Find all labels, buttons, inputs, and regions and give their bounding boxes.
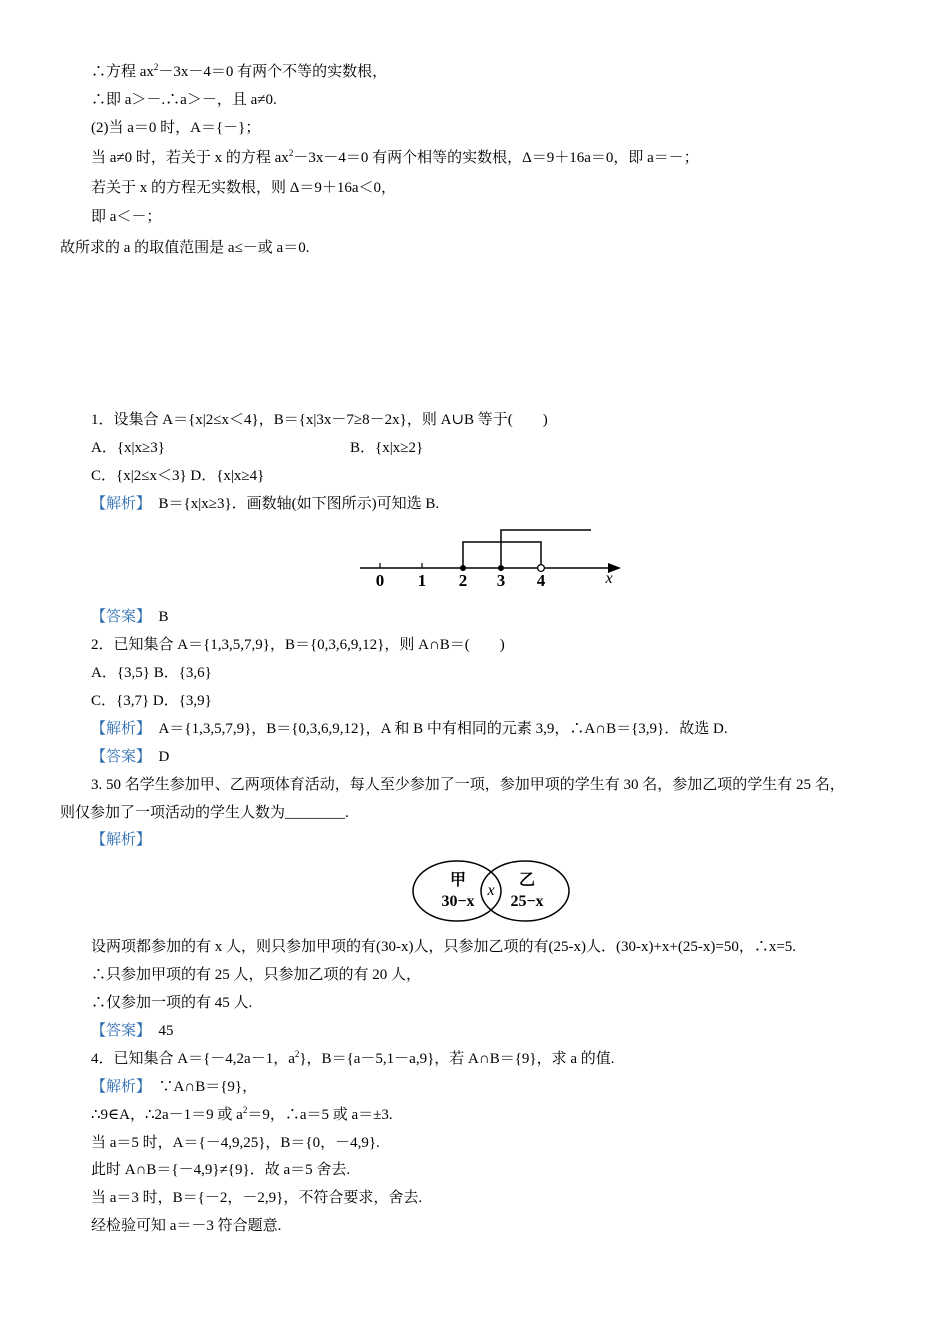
- q3-solution-3: ∴仅参加一项的有 45 人.: [91, 995, 253, 1011]
- set-a-bracket: [463, 542, 541, 568]
- q1-analysis: 【解析】 B＝{x|x≥3}．画数轴(如下图所示)可知选 B.: [91, 496, 440, 512]
- q4-line-2: ∴9∈A，∴2a－1＝9 或 $a^2=9$，∴a＝5 或 a＝±3.: [91, 1105, 393, 1123]
- number-line-figure: [355, 522, 625, 590]
- q4-line-5: 当 a＝3 时，B＝{－2，－2,9}，不符合要求，舍去.: [91, 1190, 423, 1206]
- answer-label: 【答案】: [91, 609, 144, 625]
- q4-stem: 4．已知集合 A＝{－4,2a－1，$a^2$}，B＝{a－5,1－a,9}，若 A∩B＝{9}，求 a 的值.: [91, 1049, 615, 1067]
- intro-line-6: 即 a＜－；: [91, 209, 162, 225]
- intro-line-5: 若关于 x 的方程无实数根，则 Δ＝9＋16a＜0，: [91, 180, 397, 196]
- q1-options-cd: C．{x|2≤x＜3} D．{x|x≥4}: [91, 468, 265, 484]
- venn-right-value: 25−x: [510, 893, 544, 910]
- analysis-label: 【解析】: [91, 496, 144, 512]
- q4-line-3: 当 a＝5 时，A＝{－4,9,25}，B＝{0，－4,9}.: [91, 1135, 380, 1151]
- answer-label: 【答案】: [91, 1023, 144, 1039]
- q4-analysis: 【解析】 ∵A∩B＝{9}，: [91, 1079, 258, 1095]
- q1-option-a: A．{x|x≥3}: [91, 440, 165, 456]
- q3-stem-line-1: 3. 50 名学生参加甲、乙两项体育活动，每人至少参加了一项，参加甲项的学生有 30 名，参加乙项的学生有 25 名，: [91, 777, 845, 793]
- q2-stem: 2．已知集合 A＝{1,3,5,7,9}，B＝{0,3,6,9,12}，则 A∩B＝( ): [91, 637, 505, 653]
- intro-line-1: ∴方程 $ax^2-3x-4=0$ 有两个不等的实数根，: [91, 62, 388, 80]
- intro-line-4: 当 a≠0 时，若关于 x 的方程 $ax^2-3x-4=0$ 有两个相等的实数根，Δ＝9＋16a＝0，即 a＝－；: [91, 148, 699, 166]
- analysis-label: 【解析】: [91, 1079, 144, 1095]
- q3-answer: 【答案】 45: [91, 1023, 174, 1039]
- tick-label-2: 2: [458, 571, 468, 590]
- q3-solution-1: 设两项都参加的有 x 人，则只参加甲项的有(30-x)人，只参加乙项的有(25-x)人．(30-x)+x+(25-x)=50，∴x=5.: [91, 939, 797, 955]
- set-b-bracket: [501, 530, 591, 568]
- q4-line-6: 经检验可知 a＝－3 符合题意.: [91, 1218, 282, 1234]
- q1-stem: 1．设集合 A＝{x|2≤x＜4}，B＝{x|3x－7≥8－2x}，则 A∪B 等于( ): [91, 412, 548, 428]
- q2-options-cd: C．{3,7} D．{3,9}: [91, 693, 212, 709]
- q2-analysis: 【解析】 A＝{1,3,5,7,9}，B＝{0,3,6,9,12}，A 和 B 中有相同的元素 3,9，∴A∩B＝{3,9}．故选 D.: [91, 721, 728, 737]
- tick-label-3: 3: [496, 571, 506, 590]
- analysis-label: 【解析】: [91, 721, 144, 737]
- venn-left-value: 30−x: [441, 893, 475, 910]
- q2-answer: 【答案】 D: [91, 749, 170, 765]
- q2-options-ab: A．{3,5} B．{3,6}: [91, 665, 212, 681]
- q1-option-b: B．{x|x≥2}: [350, 440, 424, 456]
- tick-label-0: 0: [375, 571, 385, 590]
- q3-solution-2: ∴只参加甲项的有 25 人，只参加乙项的有 20 人，: [91, 967, 422, 983]
- intro-line-3: (2)当 a＝0 时，A＝{－}；: [91, 120, 261, 136]
- answer-label: 【答案】: [91, 749, 144, 765]
- analysis-label: 【解析】: [91, 832, 152, 848]
- venn-right-name: 乙: [518, 872, 536, 889]
- venn-diagram: [408, 857, 576, 925]
- q3-analysis-label: [91, 830, 151, 850]
- venn-left-name: 甲: [449, 872, 467, 889]
- axis-variable: x: [605, 570, 613, 587]
- q1-answer: 【答案】 B: [91, 609, 169, 625]
- venn-intersection: x: [487, 882, 495, 899]
- tick-label-4: 4: [536, 571, 546, 590]
- intro-line-2: ∴即 a＞－.∴a＞－，且 a≠0.: [91, 92, 277, 108]
- q4-line-4: 此时 A∩B＝{－4,9}≠{9}．故 a＝5 舍去.: [91, 1162, 351, 1178]
- q3-stem-line-2: 则仅参加了一项活动的学生人数为________.: [60, 805, 349, 821]
- tick-label-1: 1: [417, 571, 427, 590]
- intro-conclusion: 故所求的 a 的取值范围是 a≤－或 a＝0.: [60, 240, 310, 256]
